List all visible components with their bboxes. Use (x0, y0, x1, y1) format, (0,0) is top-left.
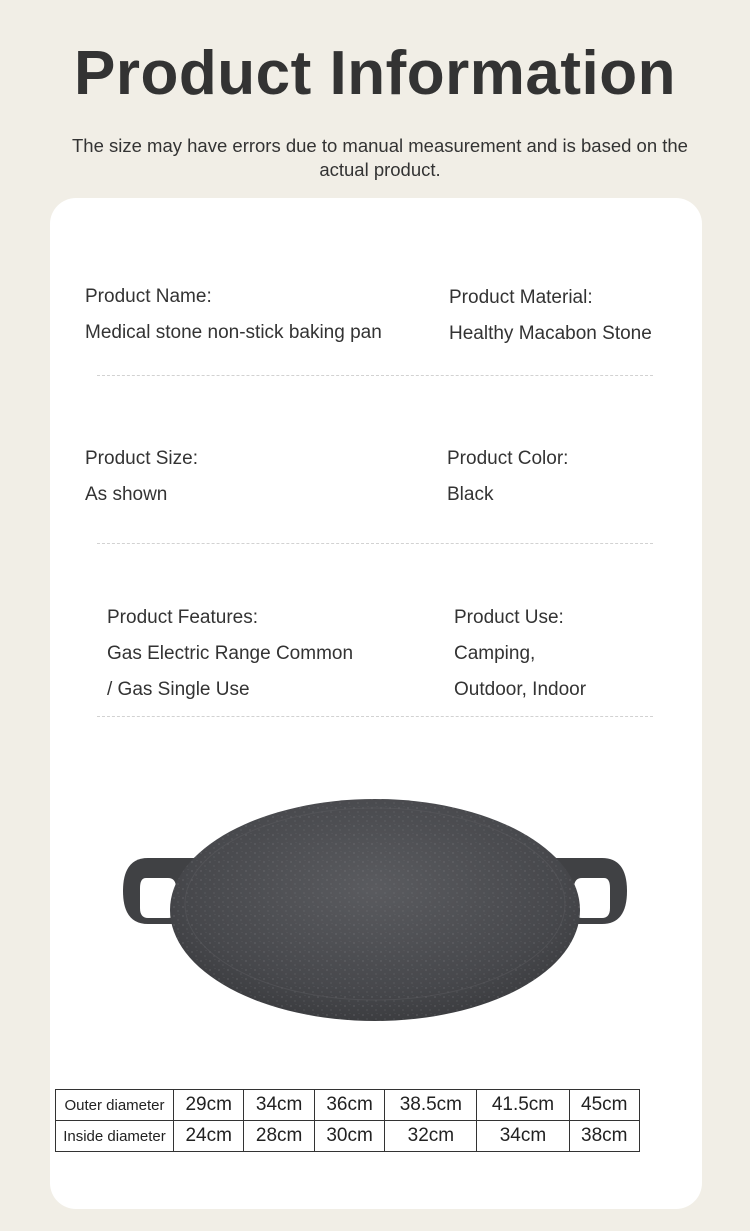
product-name-label: Product Name: (85, 286, 212, 307)
page-title: Product Information (74, 39, 676, 108)
divider (97, 543, 653, 544)
product-features-line2: / Gas Single Use (107, 679, 250, 700)
product-size-label: Product Size: (85, 448, 198, 469)
table-row (56, 1121, 640, 1152)
info-card (50, 198, 702, 1209)
product-features-line1: Gas Electric Range Common (107, 643, 354, 664)
table-cell: 32cm (385, 1121, 477, 1152)
size-table (55, 1089, 640, 1152)
divider (97, 375, 653, 376)
table-cell: 38.5cm (385, 1090, 477, 1121)
outer-diameter-label: Outer diameter (56, 1090, 174, 1121)
inside-diameter-label: Inside diameter (56, 1121, 174, 1152)
table-cell: 45cm (569, 1090, 639, 1121)
product-use-label: Product Use: (454, 607, 564, 628)
pan-image (118, 796, 632, 1026)
divider (97, 716, 653, 717)
table-cell: 28cm (244, 1121, 314, 1152)
table-cell: 34cm (477, 1121, 569, 1152)
product-color-label: Product Color: (447, 448, 569, 469)
product-color-value: Black (447, 484, 494, 505)
product-features-label: Product Features: (107, 607, 259, 628)
product-size-value: As shown (85, 484, 168, 505)
product-use-line1: Camping, (454, 643, 536, 664)
table-cell: 41.5cm (477, 1090, 569, 1121)
table-cell: 29cm (174, 1090, 244, 1121)
table-cell: 34cm (244, 1090, 314, 1121)
product-use-line2: Outdoor, Indoor (454, 679, 587, 700)
table-cell: 24cm (174, 1121, 244, 1152)
grill-pan-icon (118, 796, 632, 1026)
table-row (56, 1090, 640, 1121)
product-material-value: Healthy Macabon Stone (449, 323, 652, 344)
product-material-label: Product Material: (449, 287, 593, 308)
table-cell: 36cm (314, 1090, 384, 1121)
size-disclaimer: The size may have errors due to manual measurement and is based on the actual product. (72, 135, 688, 180)
table-cell: 38cm (569, 1121, 639, 1152)
product-name-value: Medical stone non-stick baking pan (85, 322, 382, 343)
table-cell: 30cm (314, 1121, 384, 1152)
